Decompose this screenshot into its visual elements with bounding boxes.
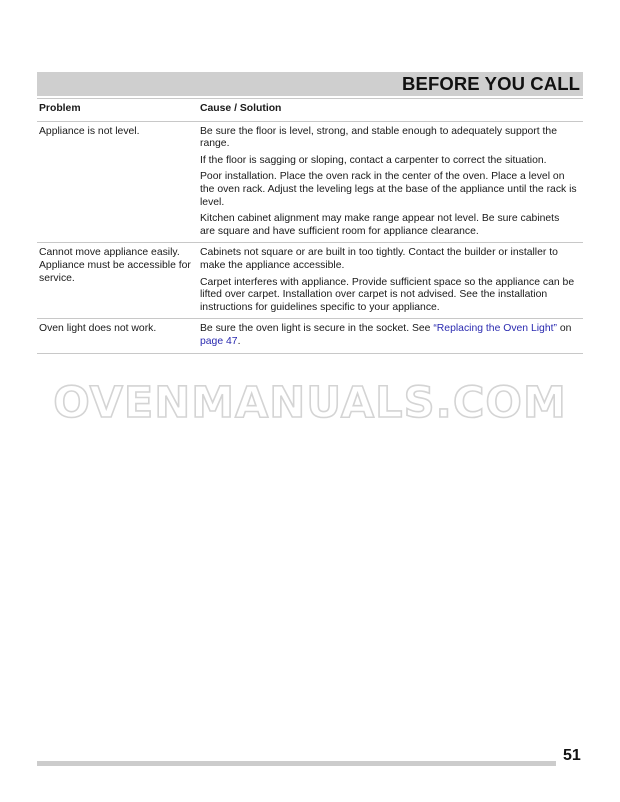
solution-paragraph: Cabinets not square or are built in too tightly. Contact the builder or installer to make the appliance accessible. (200, 247, 558, 271)
replacing-oven-light-link[interactable]: “Replacing the Oven Light” (433, 323, 557, 335)
section-title: BEFORE YOU CALL (402, 73, 580, 94)
solution-cell (200, 126, 583, 239)
watermark: OVENMANUALS.COM (53, 378, 567, 428)
table-row (37, 122, 583, 244)
solution-paragraph (200, 323, 577, 348)
column-header-solution: Cause / Solution (200, 103, 282, 114)
problem-cell: Oven light does not work. (39, 323, 157, 335)
table-header-row (37, 98, 583, 122)
problem-cell: Cannot move appliance easily. Appliance must be accessible for service. (39, 247, 191, 284)
solution-text: . (237, 335, 241, 347)
page-number: 51 (563, 747, 581, 764)
solution-cell (200, 323, 583, 348)
solution-paragraph: Poor installation. Place the oven rack in the center of the oven. Place a level on the oven rack. Adjust the leveling legs at the base of the appliance until the rack is level. (200, 171, 577, 208)
troubleshooting-table (37, 96, 583, 354)
footer-bar (37, 761, 556, 766)
section-header-bar (37, 72, 583, 96)
table-row (37, 243, 583, 319)
solution-text: Be sure the oven light is secure in the socket. See (200, 323, 434, 335)
solution-text: on (556, 323, 572, 335)
page-47-link[interactable]: page 47 (200, 335, 238, 347)
table-row (37, 319, 583, 353)
column-header-problem: Problem (39, 103, 81, 114)
solution-paragraph: If the floor is sagging or sloping, contact a carpenter to correct the situation. (200, 154, 547, 166)
solution-paragraph: Carpet interferes with appliance. Provide sufficient space so the appliance can be lifted over carpet. Installation over carpet is not advised. See the installation instructions for guidelines specific to your appliance. (200, 276, 575, 313)
solution-paragraph: Kitchen cabinet alignment may make range appear not level. Be sure cabinets are square and have sufficient room for appliance clearance. (200, 213, 560, 237)
solution-cell (200, 247, 583, 314)
solution-paragraph: Be sure the floor is level, strong, and stable enough to adequately support the range. (200, 125, 557, 150)
problem-cell: Appliance is not level. (39, 125, 140, 137)
